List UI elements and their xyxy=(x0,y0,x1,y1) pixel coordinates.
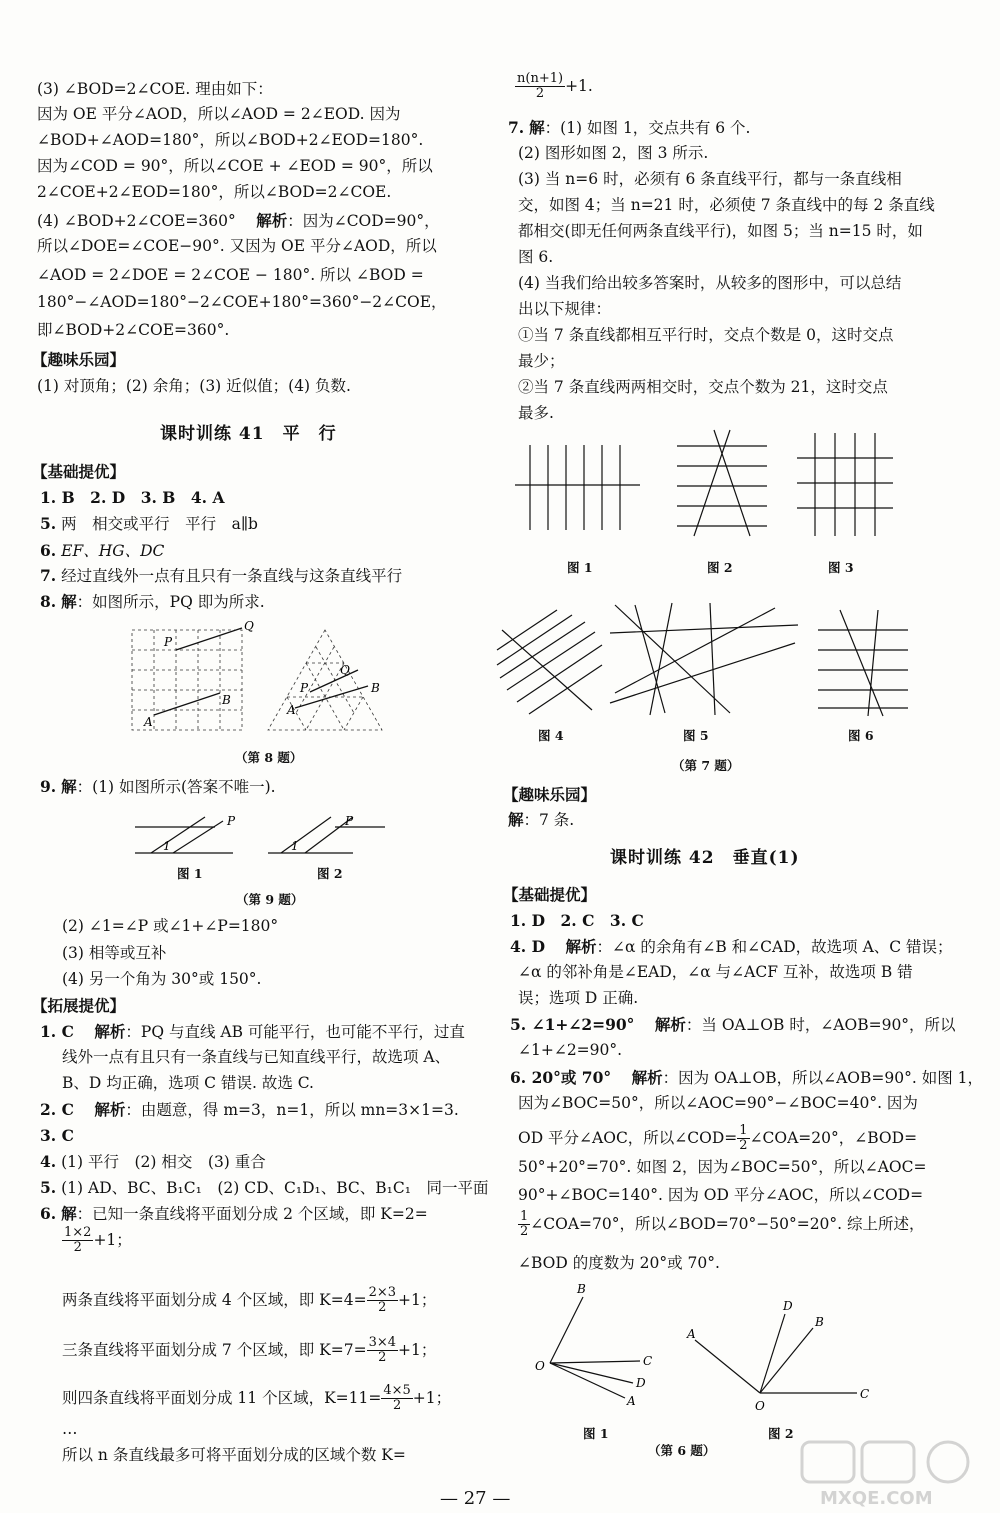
figure-caption: 图 3 xyxy=(828,560,854,575)
answer-text: ：因为∠COD=90°， xyxy=(287,212,440,230)
text-line: ∠1+∠2=90°. xyxy=(518,1041,623,1059)
answer-text: (4) ∠BOD+2∠COE=360° xyxy=(37,212,236,230)
label-a: A xyxy=(687,1327,696,1341)
label-a: A xyxy=(287,703,296,717)
label-o: O xyxy=(755,1399,765,1413)
figure-caption: 图 4 xyxy=(538,728,564,743)
text-line: ∠BOD 的度数为 20°或 70°. xyxy=(518,1254,720,1272)
fraction: $\frac{1}{2}$ xyxy=(739,1123,748,1154)
figure-caption: 图 2 xyxy=(707,560,733,575)
label-c: C xyxy=(643,1354,653,1368)
text-line: (4) 当我们给出较多答案时，从较多的图形中，可以总结 xyxy=(518,274,902,292)
text-line: 交，如图 4；当 n=21 时，必须使 7 条直线中的每 2 条直线 xyxy=(518,196,935,214)
figure-caption: 图 1 xyxy=(177,866,203,881)
text-line: 因为∠BOC=50°，所以∠AOC=90°−∠BOC=40°. 因为 xyxy=(518,1094,918,1112)
label-o: O xyxy=(535,1359,545,1373)
text-line: 出以下规律： xyxy=(518,300,612,318)
label-b: B xyxy=(222,693,231,707)
text-line: 2∠COE+2∠EOD=180°，所以∠BOD=2∠COE. xyxy=(37,183,392,201)
figure-caption: （第 9 题） xyxy=(236,892,304,907)
figure-caption: 图 5 xyxy=(683,728,709,743)
text-line: (4) 另一个角为 30°或 150°. xyxy=(62,970,262,988)
label-q: Q xyxy=(340,663,350,677)
text-line: 误；选项 D 正确. xyxy=(518,989,639,1007)
text-line: 50°+20°=70°. 如图 2，因为∠BOC=50°，所以∠AOC= xyxy=(518,1158,927,1176)
segment-pq xyxy=(310,670,358,692)
text-line: (3) 相等或互补 xyxy=(62,944,167,962)
figure-6-2 xyxy=(685,1298,875,1428)
text-line: (3) ∠BOD=2∠COE. 理由如下： xyxy=(37,80,273,98)
answer-line: 解：7 条. xyxy=(508,810,575,829)
text-line: 所以∠DOE=∠COE−90°. 又因为 OE 平分∠AOD，所以 xyxy=(37,237,437,255)
label-p: P xyxy=(300,681,309,695)
figure-8-grid-triangle xyxy=(130,620,390,740)
formula-line: 两条直线将平面划分成 4 个区域，即 K=4= $\frac{2\times 3}{2}$ +1； xyxy=(62,1285,437,1316)
text-line: B、D 均正确，选项 C 错误. 故选 C. xyxy=(62,1074,314,1092)
answer-line: 1. C 解析：PQ 与直线 AB 可能平行，也可能不平行，过直 xyxy=(40,1022,465,1041)
formula-line: $\frac{1}{2}$ ∠COA=70°，所以∠BOD=70°−50°=20°. 综上所述， xyxy=(520,1209,925,1240)
answer-line: 5. ∠1+∠2=90° 解析：当 OA⊥OB 时，∠AOB=90°，所以 xyxy=(510,1015,956,1034)
label-a: A xyxy=(627,1394,636,1408)
figure-9-parallel-lines xyxy=(135,813,405,863)
lesson-title: 课时训练 41 平 行 xyxy=(160,424,337,444)
answer-line: 6. EF、HG、DC xyxy=(40,541,165,560)
answer-line: 6. 20°或 70° 解析：因为 OA⊥OB，所以∠AOB=90°. 如图 1， xyxy=(510,1068,983,1087)
text-line: 最少； xyxy=(518,352,565,370)
watermark-logo xyxy=(800,1440,990,1510)
text-line: ∠BOD+∠AOD=180°，所以∠BOD+2∠EOD=180°. xyxy=(37,131,424,149)
text-line: (3) 当 n=6 时，必须有 6 条直线平行，都与一条直线相 xyxy=(518,170,902,188)
angle-label-1: 1 xyxy=(291,839,299,853)
text-line: 因为 OE 平分∠AOD，所以∠AOD = 2∠EOD. 因为 xyxy=(37,105,401,123)
answer-line: 2. C 解析：由题意，得 m=3，n=1，所以 mn=3×1=3. xyxy=(40,1100,459,1119)
figure-caption: （第 8 题） xyxy=(235,750,303,765)
text-line: (1) 对顶角；(2) 余角；(3) 近似值；(4) 负数. xyxy=(37,377,351,395)
fraction: $\frac{1\times 2}{2}$ xyxy=(64,1225,92,1256)
text-line: 180°−∠AOD=180°−2∠COE+180°=360°−2∠COE， xyxy=(37,293,447,311)
analysis-label: 解析 xyxy=(256,211,288,230)
text-line: ①当 7 条直线都相互平行时，交点个数是 0，这时交点 xyxy=(518,326,894,344)
label-d: D xyxy=(783,1299,793,1313)
svg-text:MXQE.COM: MXQE.COM xyxy=(820,1488,933,1509)
answer-line: 1. D 2. C 3. C xyxy=(510,911,644,930)
label-c: C xyxy=(860,1387,870,1401)
figure-6-1 xyxy=(535,1282,685,1415)
formula-line: 三条直线将平面划分成 7 个区域，即 K=7= $\frac{3\times 4}{2}$ +1； xyxy=(62,1335,437,1366)
label-d: D xyxy=(636,1376,646,1390)
figure-caption: （第 7 题） xyxy=(672,758,740,773)
text-line: ②当 7 条直线两两相交时，交点个数为 21，这时交点 xyxy=(518,378,888,396)
text-line: 即∠BOD+2∠COE=360°. xyxy=(37,321,230,339)
figure-caption: 图 1 xyxy=(583,1426,609,1441)
text-line: 都相交(即无任何两条直线平行)，如图 5；当 n=15 时，如 xyxy=(518,222,923,240)
dashed-triangle xyxy=(268,630,382,730)
section-heading: 【基础提优】 xyxy=(32,462,126,481)
segment-pq xyxy=(176,628,242,650)
answer-line: 1. B 2. D 3. B 4. A xyxy=(40,488,225,507)
formula-line: OD 平分∠AOC，所以∠COD= $\frac{1}{2}$ ∠COA=20°，∠BOD= xyxy=(518,1123,918,1154)
page-number: — 27 — xyxy=(440,1488,511,1509)
figure-caption: 图 2 xyxy=(317,866,343,881)
answer-line: 3. C xyxy=(40,1126,74,1145)
text-line: 90°+∠BOC=140°. 因为 OD 平分∠AOC，所以∠COD= xyxy=(518,1186,924,1204)
text-line: (2) ∠1=∠P 或∠1+∠P=180° xyxy=(62,917,279,935)
text-line: 最多. xyxy=(518,404,554,422)
answer-line: 8. 解：如图所示，PQ 即为所求. xyxy=(40,592,265,611)
label-b: B xyxy=(371,681,380,695)
figure-7-3 xyxy=(795,428,895,538)
fraction: $\frac{4\times 5}{2}$ xyxy=(383,1383,411,1414)
text-line xyxy=(37,211,440,231)
section-heading: 【趣味乐园】 xyxy=(32,350,126,369)
answer-line: 5. 两 相交或平行 平行 a∥b xyxy=(40,514,258,533)
figure-caption: 图 6 xyxy=(848,728,874,743)
fraction: $\frac{n(n+1)}{2}$ xyxy=(517,71,564,102)
figure-7-5 xyxy=(610,603,800,718)
fraction: $\frac{3\times 4}{2}$ xyxy=(368,1335,396,1366)
answer-line: 5. (1) AD、BC、B₁C₁ (2) CD、C₁D₁、BC、B₁C₁ 同一平面 xyxy=(40,1178,489,1197)
formula-line: 则四条直线将平面划分成 11 个区域，K=11= $\frac{4\times 5}{2}$ +1； xyxy=(62,1383,452,1414)
text-line: (2) 图形如图 2，图 3 所示. xyxy=(518,144,709,162)
lesson-title: 课时训练 42 垂直(1) xyxy=(610,848,800,868)
text-line: ∠AOD = 2∠DOE = 2∠COE − 180°. 所以 ∠BOD = xyxy=(37,266,424,284)
text-line: … xyxy=(62,1420,78,1438)
answer-line: 4. D 解析：∠α 的余角有∠B 和∠CAD，故选项 A、C 错误； xyxy=(510,937,953,956)
formula-line: $\frac{1\times 2}{2}$ +1； xyxy=(64,1225,132,1256)
figure-caption: （第 6 题） xyxy=(648,1443,716,1458)
section-heading: 【基础提优】 xyxy=(503,885,597,904)
text-line: 图 6. xyxy=(518,248,554,266)
figure-caption: 图 2 xyxy=(768,1426,794,1441)
segment-ab xyxy=(154,693,220,715)
text-line: 所以 n 条直线最多可将平面划分成的区域个数 K= xyxy=(62,1446,406,1464)
text-line: 线外一点有且只有一条直线与已知直线平行，故选项 A、 xyxy=(62,1048,451,1066)
label-p: P xyxy=(227,814,236,828)
label-a: A xyxy=(144,715,153,729)
fraction: $\frac{1}{2}$ xyxy=(520,1209,529,1240)
text-line: ∠α 的邻补角是∠EAD，∠α 与∠ACF 互补，故选项 B 错 xyxy=(518,963,913,981)
section-heading: 【拓展提优】 xyxy=(32,996,126,1015)
label-b: B xyxy=(815,1315,824,1329)
label-q: Q xyxy=(244,619,254,633)
answer-line: 9. 解：(1) 如图所示(答案不唯一). xyxy=(40,777,276,796)
answer-line: 7. 解：(1) 如图 1，交点共有 6 个. xyxy=(508,118,751,137)
angle-label-1: 1 xyxy=(163,839,171,853)
answer-line: 6. 解：已知一条直线将平面划分成 2 个区域，即 K=2= xyxy=(40,1204,428,1223)
answer-line: 4. (1) 平行 (2) 相交 (3) 重合 xyxy=(40,1152,266,1171)
text-line: 因为∠COD = 90°，所以∠COE + ∠EOD = 90°，所以 xyxy=(37,157,433,175)
fraction: $\frac{2\times 3}{2}$ xyxy=(368,1285,396,1316)
section-heading: 【趣味乐园】 xyxy=(503,785,597,804)
figure-7-2 xyxy=(672,428,772,538)
figure-caption: 图 1 xyxy=(567,560,593,575)
answer-line: 7. 经过直线外一点有且只有一条直线与这条直线平行 xyxy=(40,566,403,585)
figure-7-4 xyxy=(497,610,602,720)
figure-7-6 xyxy=(818,608,908,718)
formula-line: $\frac{n(n+1)}{2}$ +1. xyxy=(517,71,593,102)
label-p: P xyxy=(345,814,354,828)
label-p: P xyxy=(164,635,173,649)
label-b: B xyxy=(577,1282,586,1296)
figure-7-1 xyxy=(515,435,640,535)
